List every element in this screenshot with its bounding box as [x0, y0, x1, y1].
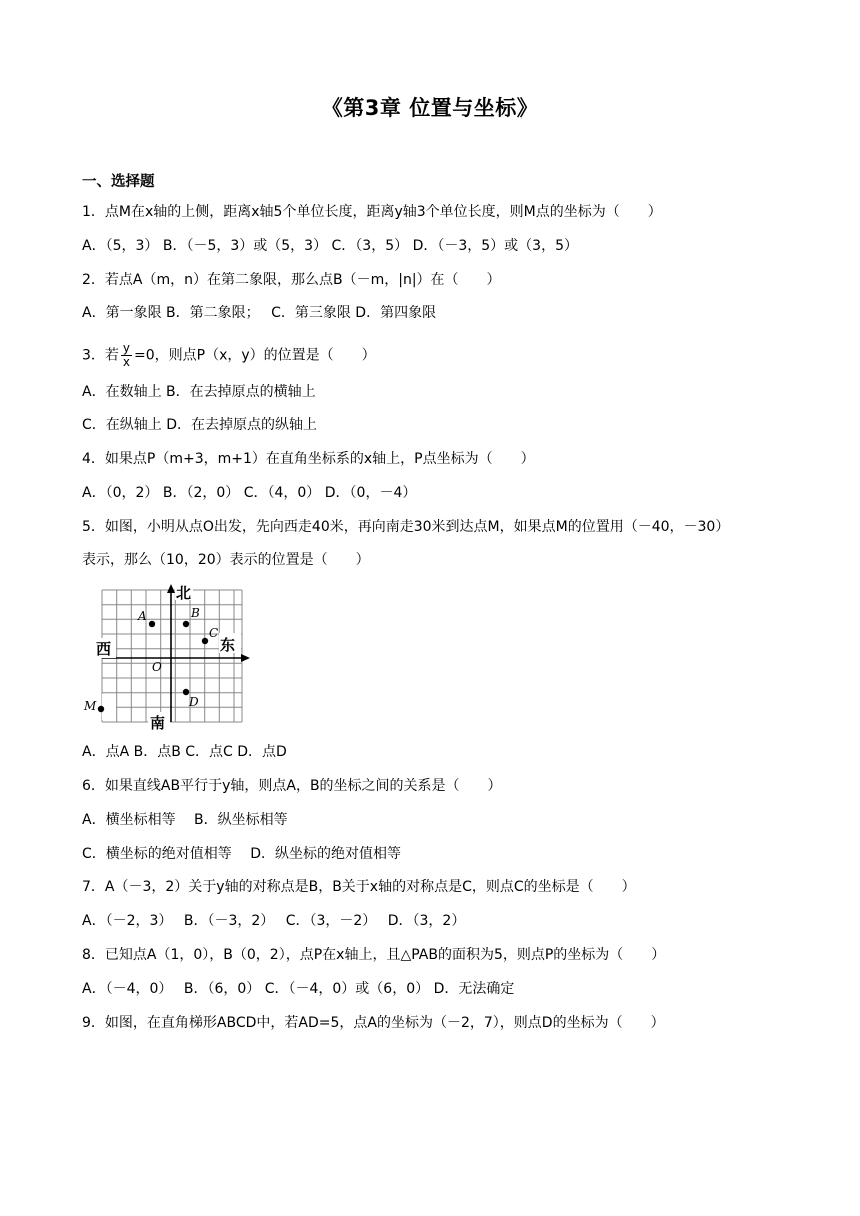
point-c — [202, 638, 208, 644]
fraction-denominator: x — [122, 355, 131, 369]
point-c-label: C — [209, 626, 219, 640]
question-6-options-1: A．横坐标相等 B．纵坐标相等 — [82, 812, 288, 828]
question-1-options: A．（5，3） B．（－5，3）或（5，3） C．（3，5） D．（－3，5）或（3，5） — [82, 238, 578, 254]
question-5-stem-2: 表示，那么（10，20）表示的位置是（ ） — [82, 552, 370, 568]
grid-lines — [102, 590, 242, 722]
compass-grid-figure — [82, 582, 252, 730]
question-7-options: A．（－2，3） B．（－3，2） C．（3，－2） D．（3，2） — [82, 913, 466, 929]
section-heading: 一、选择题 — [82, 174, 155, 190]
point-d-label: D — [189, 695, 199, 709]
fraction-y-over-x — [121, 342, 132, 369]
question-2-options: A．第一象限 B．第二象限； C．第三象限 D．第四象限 — [82, 305, 437, 321]
question-7-stem: 7．A（－3，2）关于y轴的对称点是B，B关于x轴的对称点是C，则点C的坐标是（ ） — [82, 879, 636, 895]
origin-label: O — [152, 660, 162, 674]
west-label: 西 — [96, 640, 112, 658]
point-m-label: M — [84, 699, 97, 713]
point-a-label: A — [138, 609, 147, 623]
question-8-options: A．（－4，0） B．（6，0） C．（－4，0）或（6，0） D．无法确定 — [82, 981, 515, 997]
point-a — [149, 621, 155, 627]
fraction-numerator: y — [122, 341, 131, 355]
question-3-options-2: C．在纵轴上 D．在去掉原点的纵轴上 — [82, 417, 318, 433]
question-3-options-1: A．在数轴上 B．在去掉原点的横轴上 — [82, 384, 316, 400]
question-2-stem: 2．若点A（m，n）在第二象限，那么点B（－m，|n|）在（ ） — [82, 272, 501, 288]
question-8-stem: 8．已知点A（1，0），B（0，2），点P在x轴上，且△PAB的面积为5，则点P的坐标为（ ） — [82, 947, 666, 963]
east-arrow-icon — [241, 654, 250, 662]
south-label: 南 — [150, 714, 166, 730]
point-b-label: B — [191, 606, 200, 620]
page-title: 《第3章 位置与坐标》 — [321, 96, 539, 120]
question-4-options: A．（0，2） B．（2，0） C．（4，0） D．（0，－4） — [82, 485, 417, 501]
question-3-stem — [82, 342, 376, 369]
question-4-stem: 4．如果点P（m+3，m+1）在直角坐标系的x轴上，P点坐标为（ ） — [82, 451, 535, 467]
north-label: 北 — [176, 584, 192, 602]
question-1-stem: 1．点M在x轴的上侧，距离x轴5个单位长度，距离y轴3个单位长度，则M点的坐标为（ ） — [82, 204, 662, 220]
east-label: 东 — [220, 636, 236, 654]
question-6-stem: 6．如果直线AB平行于y轴，则点A，B的坐标之间的关系是（ ） — [82, 778, 502, 794]
question-5-options: A．点A B．点B C．点C D．点D — [82, 744, 287, 760]
north-arrow-icon — [167, 584, 175, 593]
question-3-suffix: =0，则点P（x，y）的位置是（ ） — [134, 347, 376, 364]
point-m — [98, 706, 104, 712]
question-5-stem-1: 5．如图，小明从点O出发，先向西走40米，再向南走30米到达点M，如果点M的位置用（－40，－30） — [82, 519, 730, 535]
question-3-prefix: 3．若 — [82, 347, 119, 364]
question-6-options-2: C．横坐标的绝对值相等 D．纵坐标的绝对值相等 — [82, 846, 402, 862]
point-b — [183, 621, 189, 627]
question-9-stem: 9．如图，在直角梯形ABCD中，若AD=5，点A的坐标为（－2，7），则点D的坐标为（ ） — [82, 1015, 665, 1031]
